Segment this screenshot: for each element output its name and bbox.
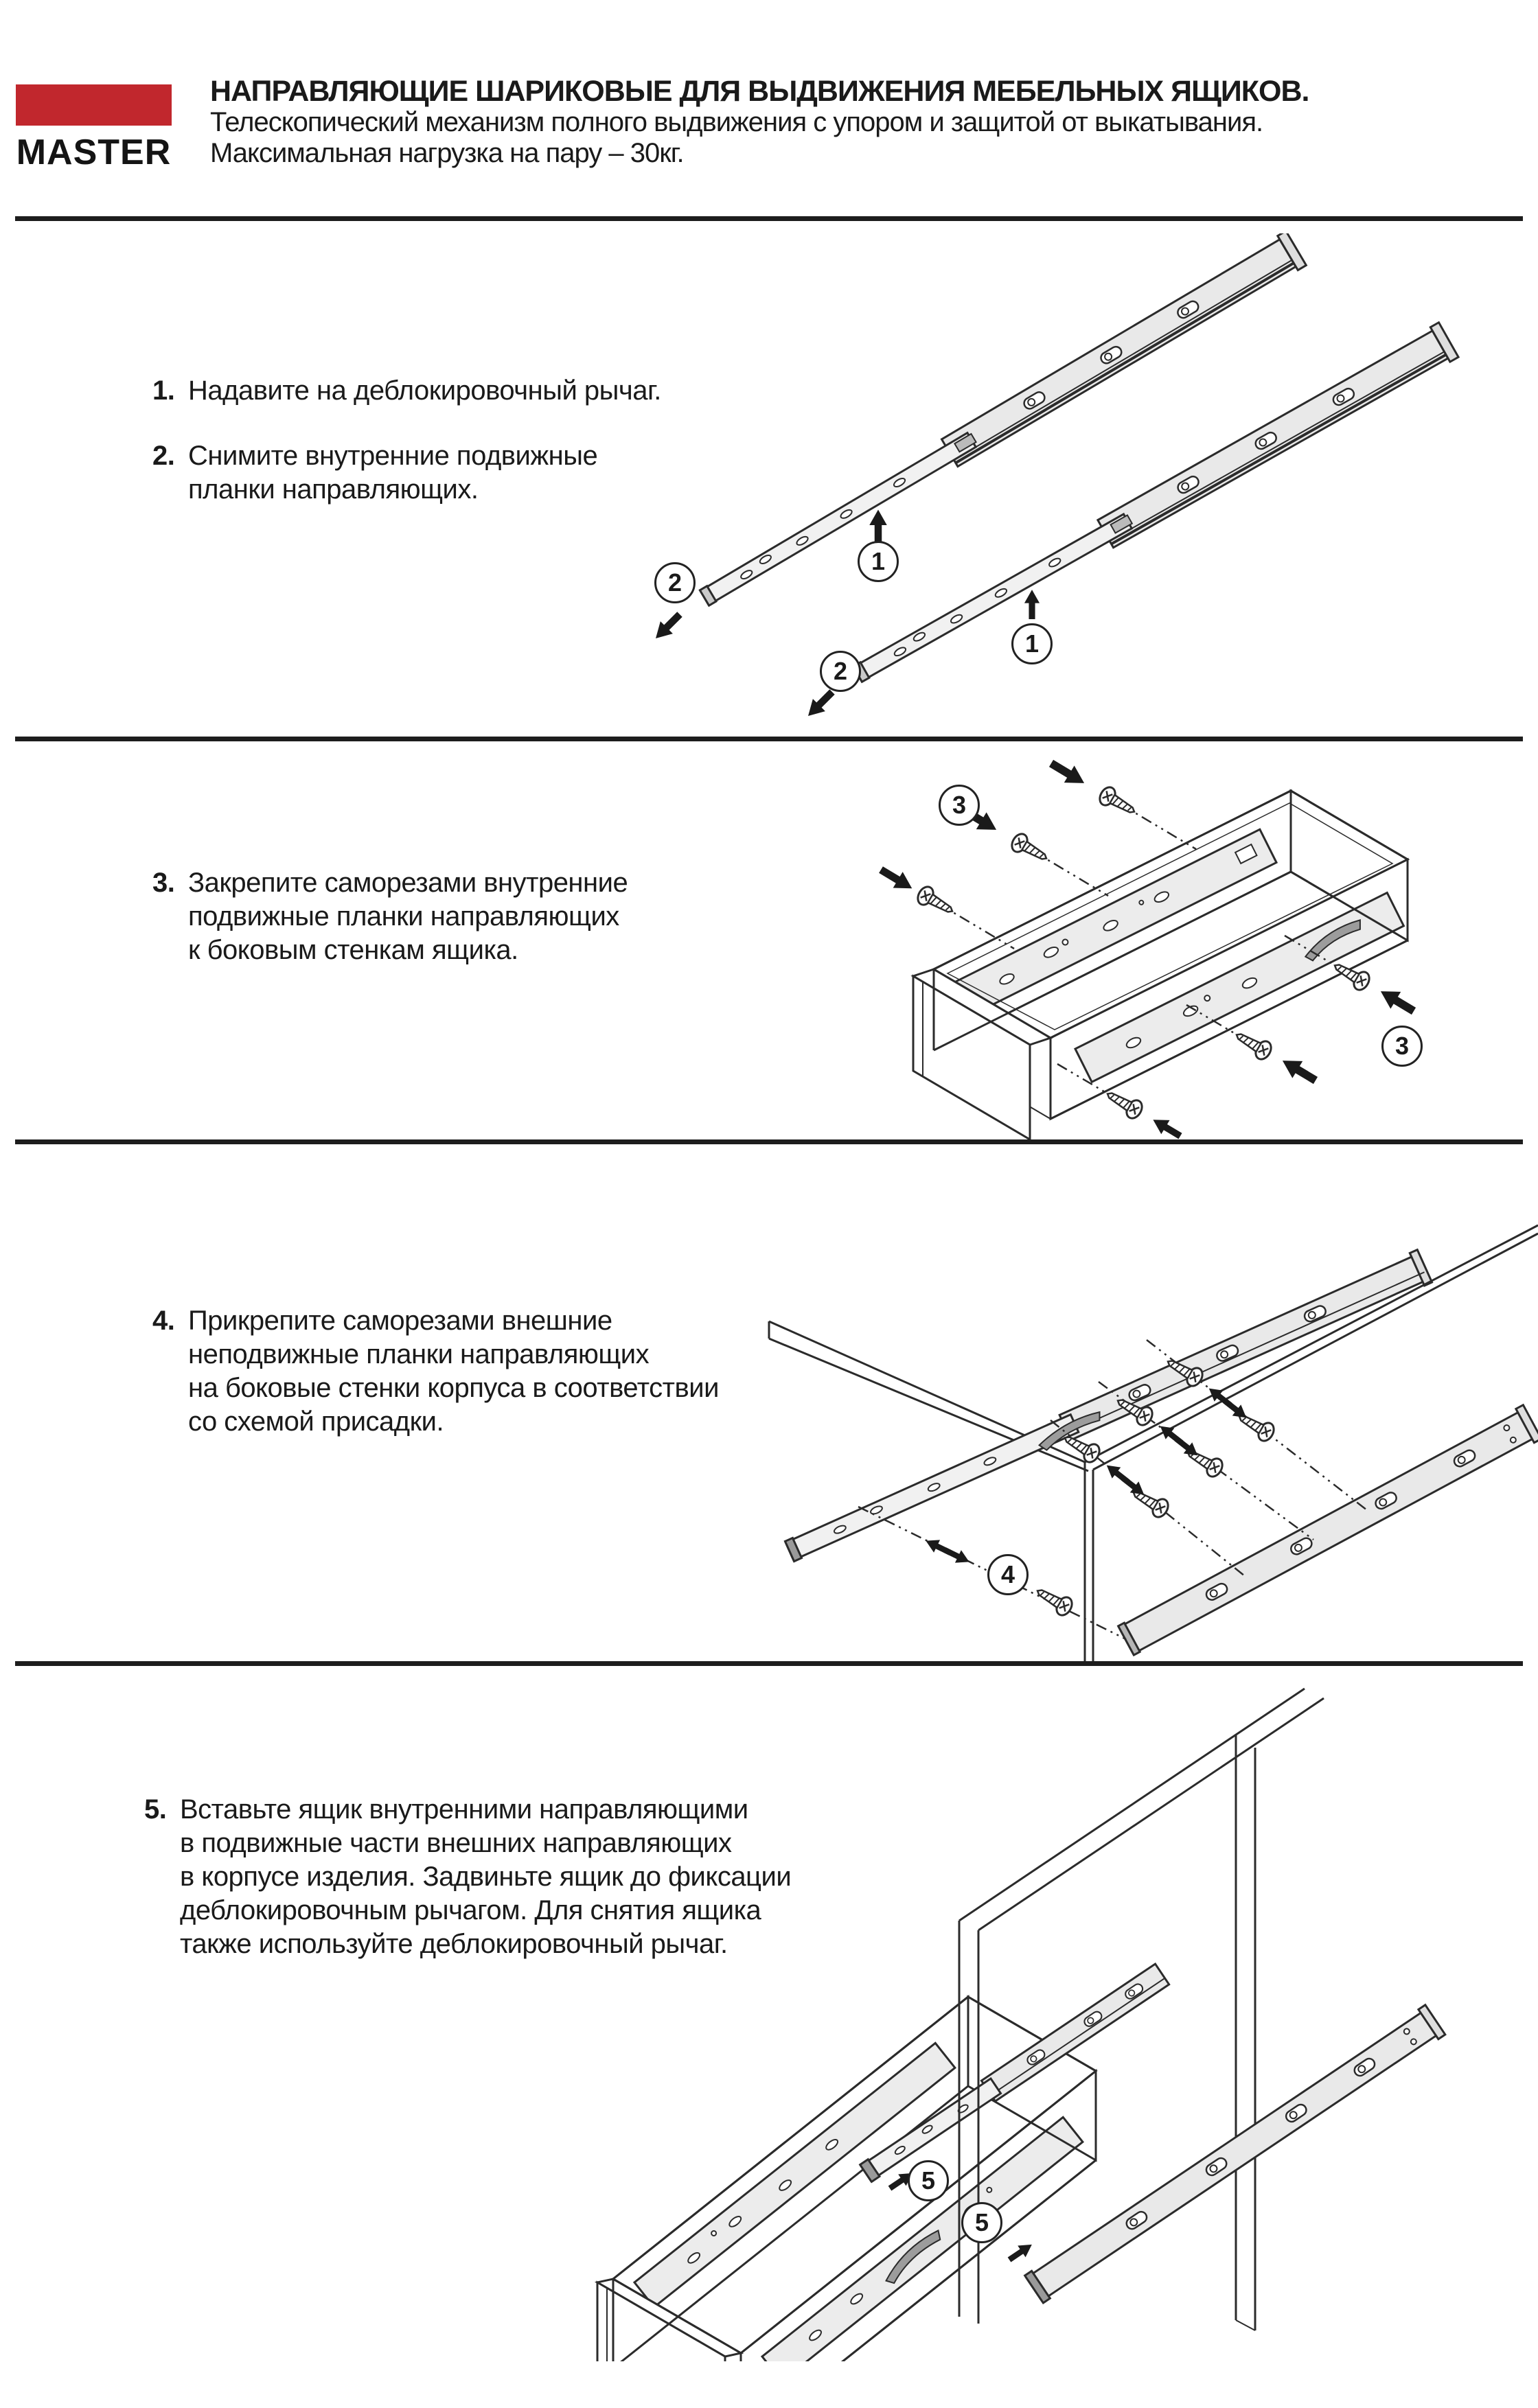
step-line: Прикрепите саморезами внешние [188,1306,612,1336]
step-line: Закрепите саморезами внутренние [188,868,628,898]
step-number: 1. [152,375,175,406]
callout-3-badge: 3 [1381,1026,1423,1067]
step-number: 5. [144,1794,167,1825]
step-line: планки направляющих. [188,474,479,505]
screw-direction-arrow [1149,1113,1184,1139]
screw-direction-arrow [1046,755,1090,791]
section-divider [15,737,1523,741]
drawer-box [597,1997,1096,2361]
step-4 [152,1304,719,1439]
callout-5-badge: 5 [908,2160,949,2201]
step-line: Вставьте ящик внутренними направляющими [180,1794,748,1825]
step-number: 2. [152,441,175,471]
step-line: к боковым стенкам ящика. [188,935,518,965]
step-line: на боковые стенки корпуса в соответствии [188,1373,719,1403]
section-divider [15,1661,1523,1666]
callout-2-badge: 2 [820,651,861,692]
step-1 [152,374,661,408]
diagram-screw-inner-rails-to-drawer [879,755,1538,1139]
screw-direction-arrow [1277,1052,1320,1089]
callout-2-badge: 2 [654,562,696,603]
callout-5-badge: 5 [961,2202,1002,2243]
screw [1097,785,1139,820]
pull-out-arrow [802,686,838,721]
brand-logo [16,84,172,126]
step-line: в корпусе изделия. Задвиньте ящик до фиксации [180,1862,792,1892]
callout-4-badge: 4 [987,1554,1029,1595]
screw-direction-arrow [942,1544,973,1568]
doc-title: НАПРАВЛЯЮЩИЕ ШАРИКОВЫЕ ДЛЯ ВЫДВИЖЕНИЯ МЕБЕЛЬНЫХ ЯЩИКОВ. [210,75,1309,108]
callout-3-badge: 3 [939,785,980,826]
step-line: подвижные планки направляющих [188,901,619,931]
doc-subtitle-2: Максимальная нагрузка на пару – 30кг. [210,138,684,168]
step-line: со схемой присадки. [188,1406,444,1437]
step-line: Надавите на деблокировочный рычаг. [188,375,661,406]
pull-out-arrow [652,608,686,645]
step-3 [152,866,628,967]
callout-1-badge: 1 [1011,623,1053,664]
slide-rail [848,323,1458,691]
screw-direction-arrow [923,1534,954,1559]
step-line: деблокировочным рычагом. Для снятия ящика [180,1895,761,1925]
section-divider [15,1139,1523,1144]
screw [1103,1085,1145,1121]
screw [1033,1582,1075,1618]
doc-subtitle-1: Телескопический механизм полного выдвижения с упором и защитой от выкатывания. [210,107,1263,137]
step-2 [152,439,597,507]
screw [915,884,957,920]
diagram-remove-inner-rails [652,233,1538,721]
step-number: 3. [152,868,175,898]
screw-direction-arrow [879,861,917,896]
screw [1009,831,1051,867]
step-line: в подвижные части внешних направляющих [180,1828,732,1858]
diagram-insert-drawer [536,1675,1538,2361]
step-line: неподвижные планки направляющих [188,1339,650,1369]
header-text [210,76,1309,169]
screw [1232,1026,1274,1062]
press-lever-arrow [1024,590,1040,619]
section-divider [15,216,1523,221]
screw-direction-arrow [1375,983,1419,1020]
callout-1-badge: 1 [858,541,899,582]
press-lever-arrow [869,510,887,544]
step-line: также используйте деблокировочный рычаг. [180,1929,728,1959]
slide-rail [694,233,1306,615]
step-number: 4. [152,1306,175,1336]
brand-wordmark: MASTER [16,132,172,172]
step-line: Снимите внутренние подвижные [188,441,598,471]
insert-direction-arrow [1005,2238,1035,2265]
diagram-screw-outer-rails-to-cabinet [742,1167,1538,1661]
